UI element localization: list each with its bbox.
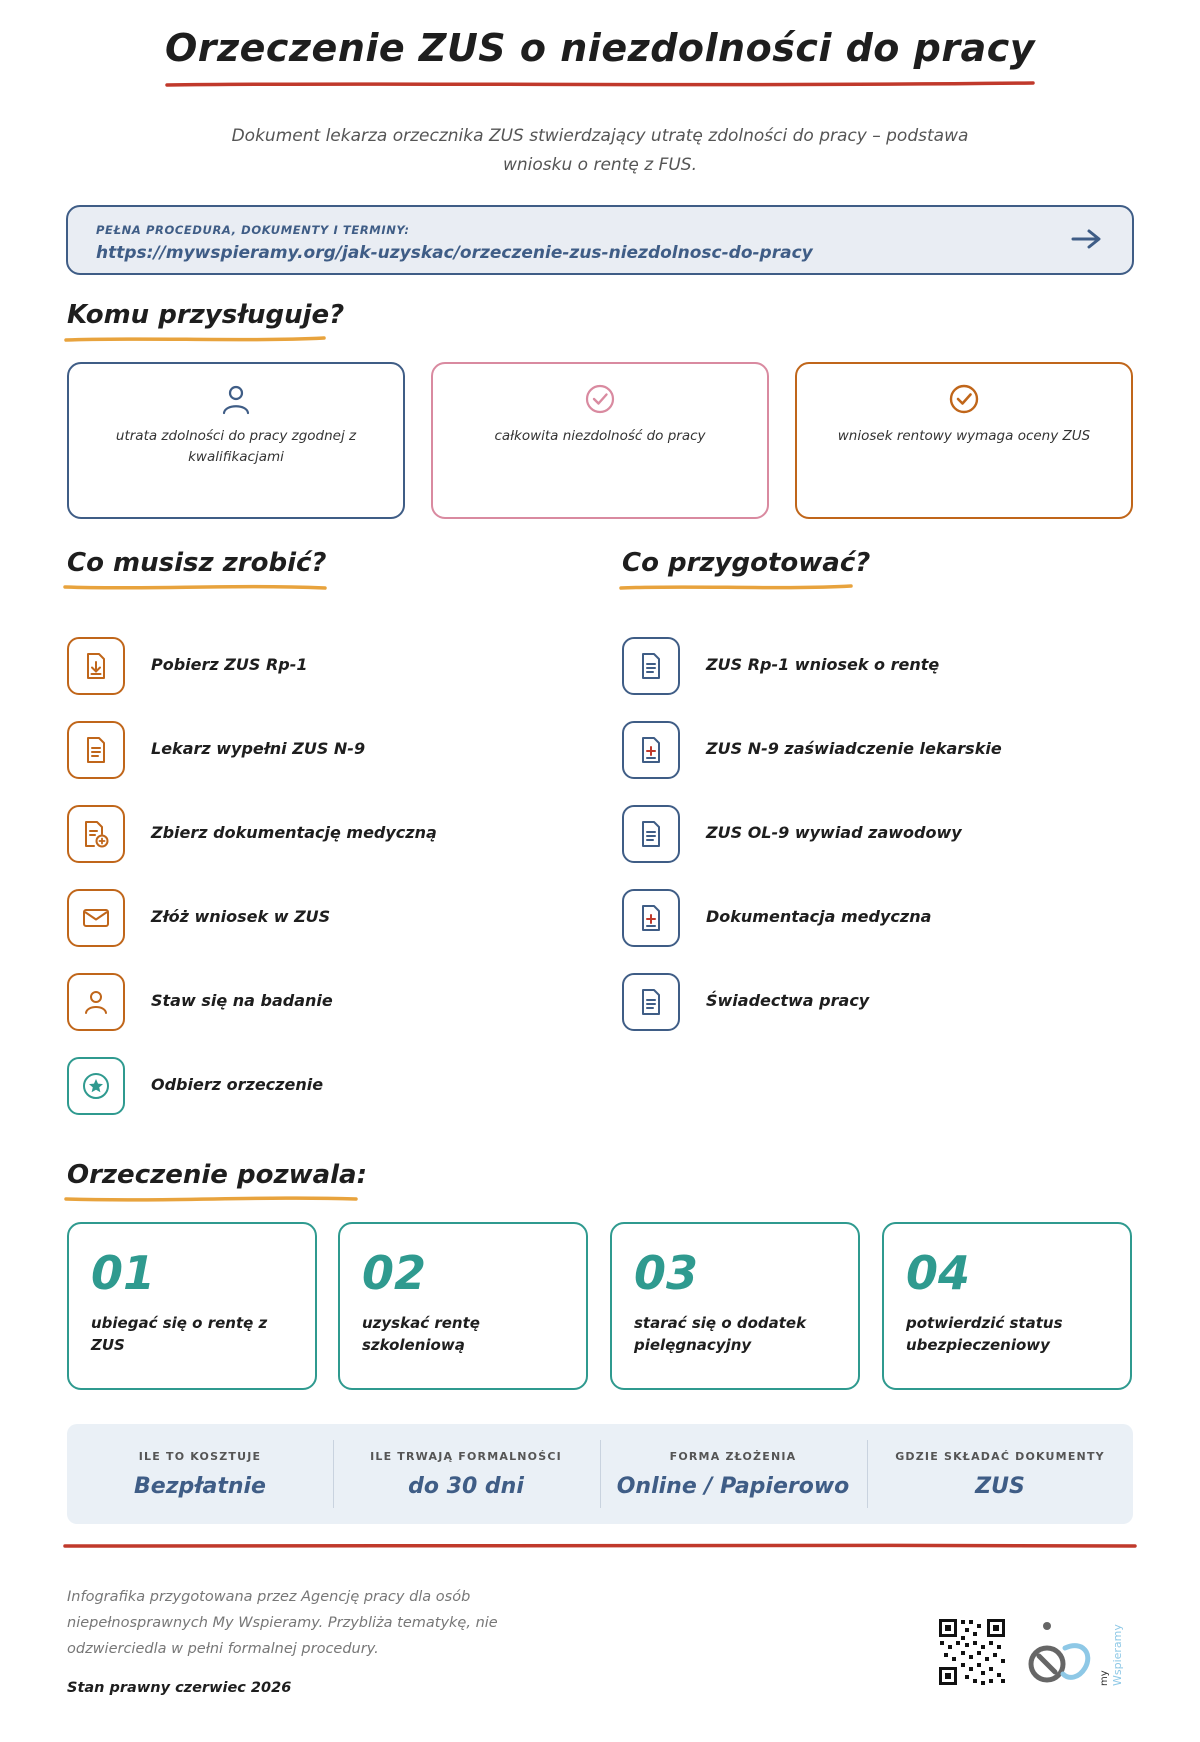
check-circle-icon [583, 382, 617, 416]
link-label: PEŁNA PROCEDURA, DOKUMENTY I TERMINY: [96, 223, 410, 237]
footer-note: Infografika przygotowana przez Agencję pracy dla osób niepełnosprawnych My Wspieramy. Przybliża tematykę, nie odzwierciedla w pełni formalnej procedury. [67, 1589, 498, 1657]
person-icon [219, 382, 253, 416]
heading-underline [64, 334, 326, 344]
document-label: Świadectwa pracy [706, 991, 870, 1010]
title-underline [165, 80, 1035, 88]
heading-underline [64, 1194, 358, 1204]
benefit-text: uzyskać rentę szkoleniową [362, 1314, 480, 1354]
benefit-number: 01 [91, 1246, 156, 1300]
eligibility-card [795, 362, 1133, 519]
document-item [622, 805, 1122, 865]
document-label: ZUS OL-9 wywiad zawodowy [706, 823, 962, 842]
info-cost [67, 1424, 333, 1524]
info-value: Online / Papierowo [616, 1474, 850, 1499]
step-item [67, 889, 527, 949]
envelope-icon [82, 907, 110, 929]
heading-underline [619, 582, 853, 592]
step-label: Złóż wniosek w ZUS [151, 907, 331, 926]
info-key: GDZIE SKŁADAĆ DOKUMENTY [895, 1450, 1105, 1463]
step-label: Staw się na badanie [151, 991, 333, 1010]
info-key: ILE TRWAJĄ FORMALNOŚCI [370, 1450, 562, 1463]
my-wspieramy-logo [1025, 1620, 1135, 1690]
legal-status-date: Stan prawny czerwiec 2026 [67, 1680, 292, 1696]
step-label: Zbierz dokumentację medyczną [151, 823, 437, 842]
procedure-link[interactable]: https://mywspieramy.org/jak-uzyskac/orzeczenie-zus-niezdolnosc-do-pracy [96, 243, 813, 263]
step-label: Odbierz orzeczenie [151, 1075, 324, 1094]
document-item [622, 889, 1122, 949]
info-value: Bezpłatnie [134, 1474, 266, 1499]
benefit-text: ubiegać się o rentę z ZUS [91, 1314, 268, 1354]
steps-heading: Co musisz zrobić? [67, 548, 327, 578]
step-item [67, 637, 527, 697]
benefit-text: starać się o dodatek pielęgnacyjny [634, 1314, 807, 1354]
check-circle-icon [947, 382, 981, 416]
step-item [67, 721, 527, 781]
document-item [622, 637, 1122, 697]
svg-text:Wspieramy: Wspieramy [1111, 1624, 1124, 1686]
info-key: FORMA ZŁOŻENIA [669, 1450, 797, 1463]
svg-text:my: my [1099, 1670, 1110, 1686]
step-label: Pobierz ZUS Rp-1 [151, 655, 308, 674]
document-label: ZUS Rp-1 wniosek o rentę [706, 655, 940, 674]
medical-document-icon [638, 736, 664, 764]
document-download-icon [83, 652, 109, 680]
document-icon [638, 652, 664, 680]
document-label: ZUS N-9 zaświadczenie lekarskie [706, 739, 1002, 758]
benefit-card [338, 1222, 588, 1390]
document-icon [638, 988, 664, 1016]
document-label: Dokumentacja medyczna [706, 907, 932, 926]
eligibility-heading: Komu przysługuje? [67, 300, 345, 330]
eligibility-card [67, 362, 405, 519]
benefit-card [610, 1222, 860, 1390]
step-item [67, 805, 527, 865]
info-value: ZUS [975, 1474, 1025, 1499]
info-form [600, 1424, 866, 1524]
page-title: Orzeczenie ZUS o niezdolności do pracy [164, 26, 1036, 70]
procedure-link-box[interactable] [66, 205, 1134, 275]
star-badge-icon [81, 1071, 111, 1101]
document-item [622, 721, 1122, 781]
info-bar [67, 1424, 1133, 1524]
page-subtitle: Dokument lekarza orzecznika ZUS stwierdzający utratę zdolności do pracy – podstawa wniosku o rentę z FUS. [231, 126, 969, 175]
medical-document-icon [638, 904, 664, 932]
benefit-card [67, 1222, 317, 1390]
document-add-icon [82, 820, 110, 848]
step-item [67, 1057, 527, 1117]
benefits-heading: Orzeczenie pozwala: [67, 1160, 368, 1190]
document-icon [83, 736, 109, 764]
benefit-card [882, 1222, 1132, 1390]
person-icon [82, 988, 110, 1016]
benefit-number: 02 [362, 1246, 427, 1300]
benefit-number: 03 [634, 1246, 699, 1300]
info-value: do 30 dni [408, 1474, 524, 1499]
documents-heading: Co przygotować? [622, 548, 871, 578]
eligibility-card [431, 362, 769, 519]
footer-divider [63, 1542, 1137, 1550]
step-item [67, 973, 527, 1033]
heading-underline [63, 582, 327, 592]
qr-code-icon[interactable] [937, 1617, 1007, 1687]
document-item [622, 973, 1122, 1033]
eligibility-text: wniosek rentowy wymaga oceny ZUS [837, 428, 1091, 444]
document-icon [638, 820, 664, 848]
benefit-text: potwierdzić status ubezpieczeniowy [906, 1314, 1063, 1354]
info-duration [333, 1424, 599, 1524]
eligibility-text: utrata zdolności do pracy zgodnej z kwalifikacjami [115, 428, 357, 465]
info-key: ILE TO KOSZTUJE [138, 1450, 262, 1463]
arrow-right-icon[interactable] [1070, 227, 1104, 251]
eligibility-text: całkowita niezdolność do pracy [494, 428, 706, 444]
info-place [867, 1424, 1133, 1524]
benefit-number: 04 [906, 1246, 971, 1300]
step-label: Lekarz wypełni ZUS N-9 [151, 739, 366, 758]
